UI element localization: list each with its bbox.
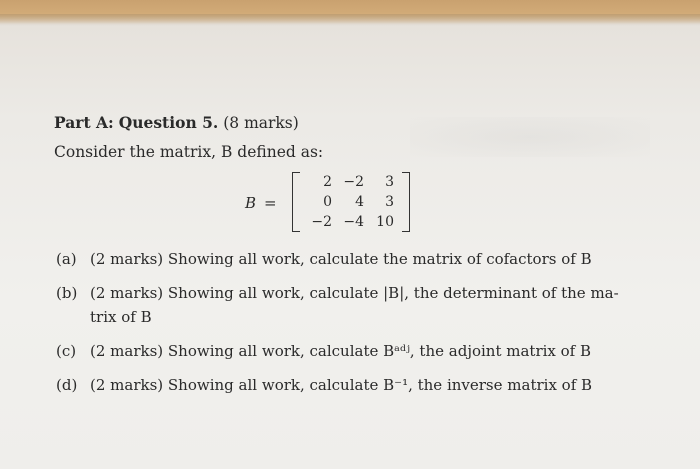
matrix-cell: 0	[323, 194, 332, 210]
question-tag: (a)	[56, 250, 77, 268]
question-text: (2 marks) Showing all work, calculate Bᵃᵈʲ, the adjoint matrix of B	[90, 342, 592, 360]
matrix-equals: =	[264, 194, 277, 212]
intro-text: Consider the matrix, B defined as:	[54, 143, 324, 161]
question-text: (2 marks) Showing all work, calculate |B|, the determinant of the ma-	[90, 284, 619, 302]
matrix-cell: −4	[343, 214, 364, 230]
question-text: (2 marks) Showing all work, calculate the matrix of cofactors of B	[90, 250, 592, 268]
question-continuation: trix of B	[90, 308, 152, 326]
matrix-cell: −2	[311, 214, 332, 230]
question-marks: (8 marks)	[223, 114, 299, 132]
question-item-c	[56, 342, 591, 360]
question-item-b	[56, 284, 619, 302]
question-item-a	[56, 250, 592, 268]
question-tag: (d)	[56, 376, 78, 394]
matrix-cell: 10	[376, 214, 394, 230]
matrix-left-bracket	[292, 172, 300, 232]
matrix-cell: 3	[385, 194, 394, 210]
matrix-name: B	[245, 194, 257, 212]
matrix-cell: 3	[385, 174, 394, 190]
matrix-right-bracket	[402, 172, 410, 232]
matrix-cell: −2	[343, 174, 364, 190]
part-label: Part A:	[54, 113, 114, 132]
matrix-cell: 2	[323, 174, 332, 190]
matrix-b	[240, 170, 420, 234]
question-tag: (c)	[56, 342, 77, 360]
question-tag: (b)	[56, 284, 78, 302]
question-heading	[54, 113, 299, 132]
matrix-cell: 4	[355, 194, 364, 210]
question-text: (2 marks) Showing all work, calculate B⁻¹, the inverse matrix of B	[90, 376, 593, 394]
question-label: Question 5.	[118, 113, 219, 132]
question-item-d	[56, 376, 592, 394]
